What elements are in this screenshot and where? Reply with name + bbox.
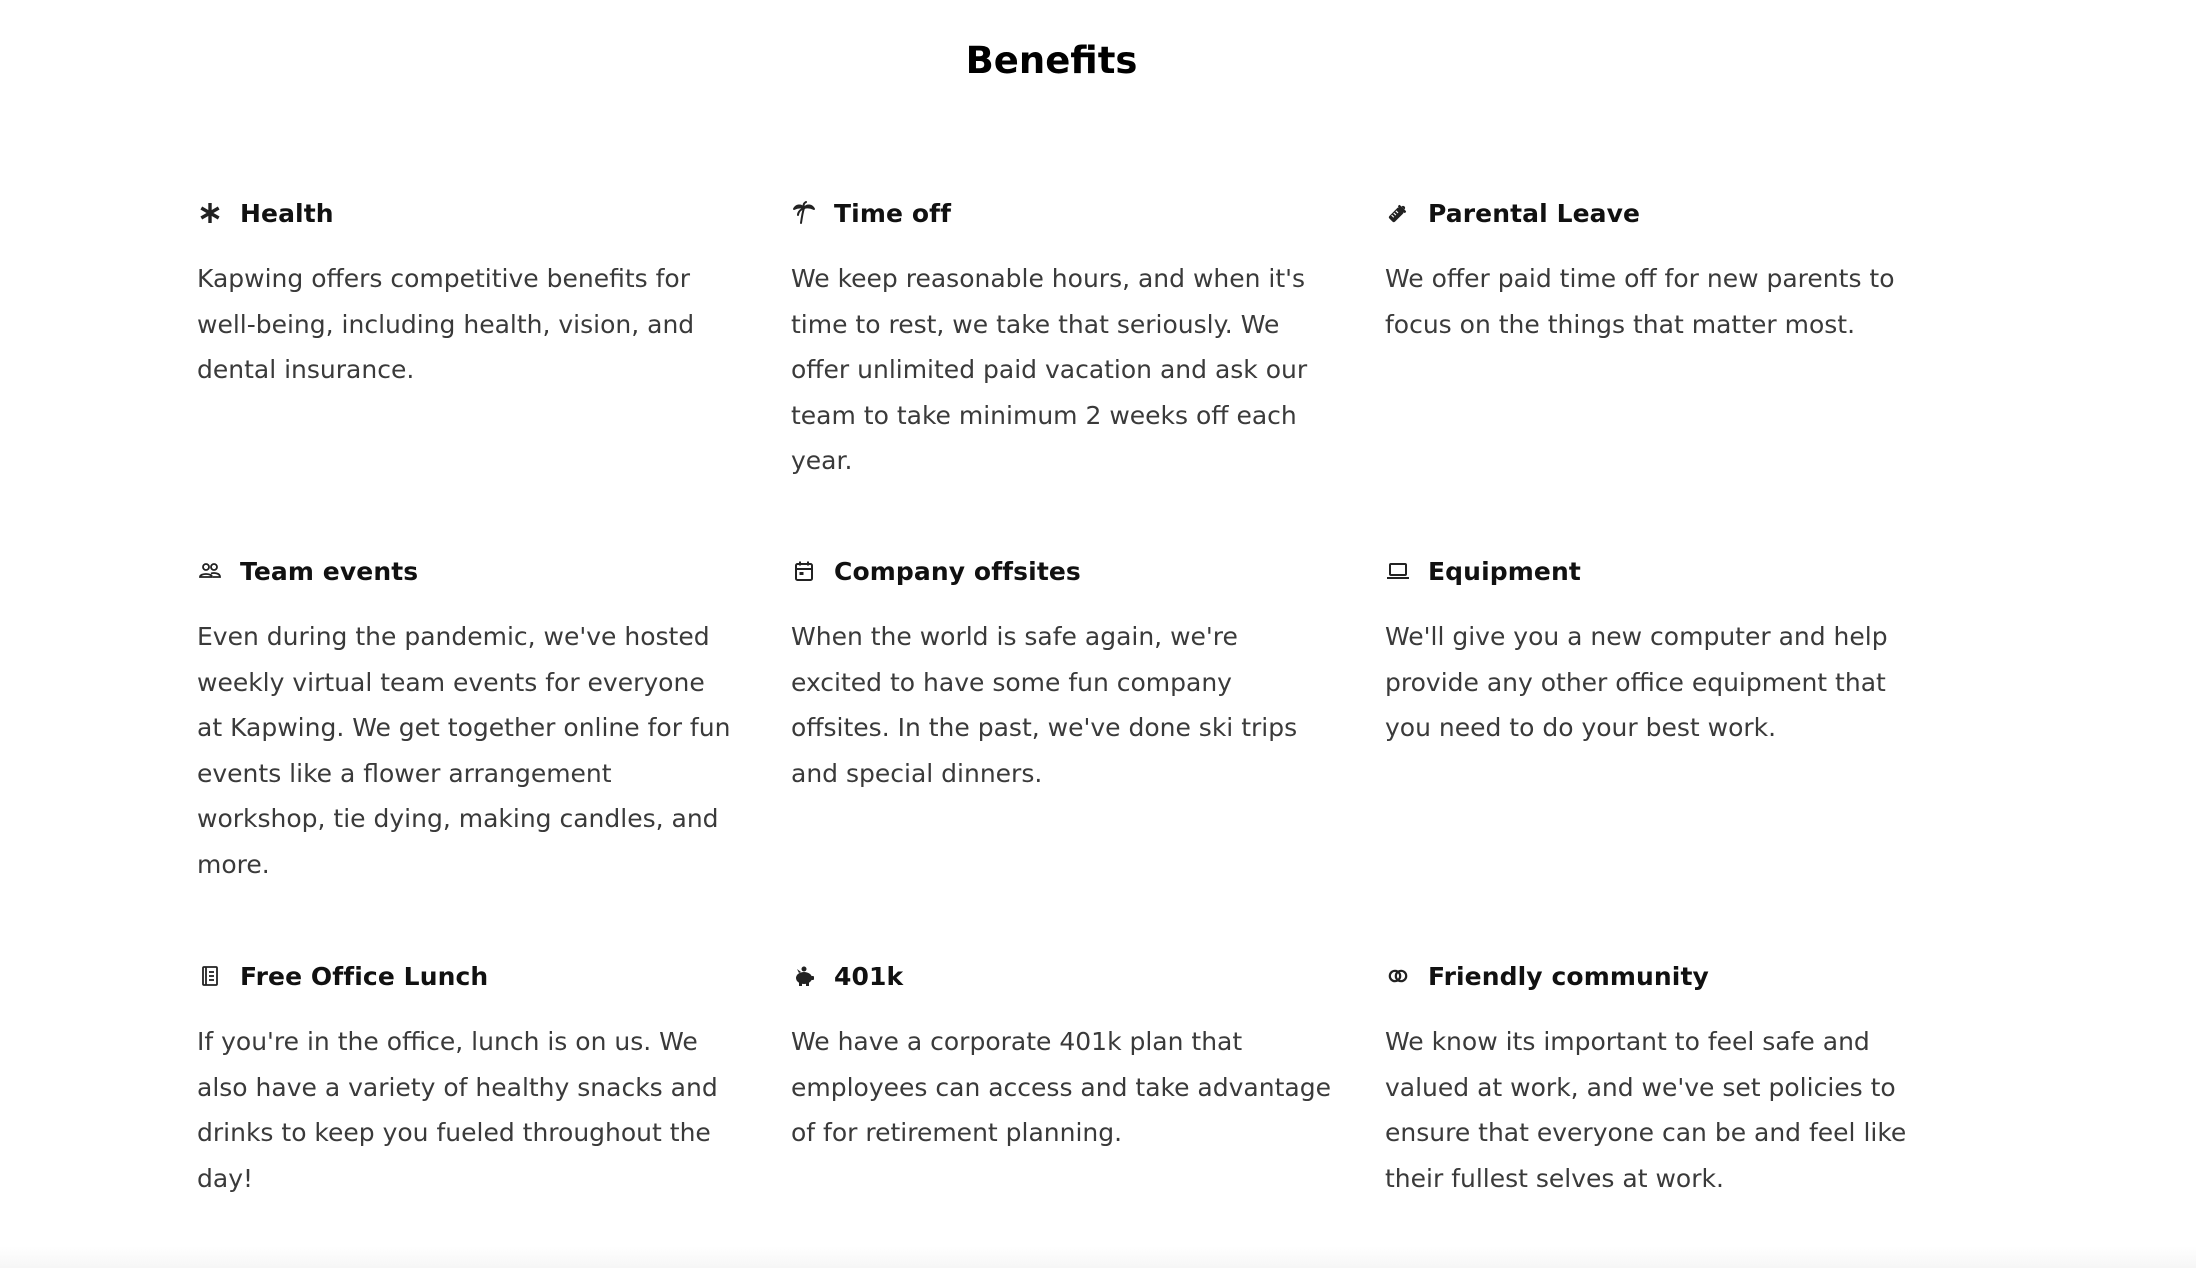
people-icon — [197, 558, 223, 584]
benefit-card-parental-leave — [1385, 190, 1979, 548]
benefit-description: We have a corporate 401k plan that employees can access and take advantage of for retirement planning. — [791, 1027, 1331, 1147]
benefit-card-team-events — [197, 548, 791, 953]
benefit-description: We offer paid time off for new parents to focus on the things that matter most. — [1385, 264, 1895, 339]
benefits-row — [197, 548, 1917, 953]
benefit-description: We'll give you a new computer and help provide any other office equipment that you need to do your best work. — [1385, 622, 1888, 742]
benefit-title: Team events — [240, 556, 419, 586]
benefit-card-header — [1385, 953, 1979, 999]
benefit-title: Friendly community — [1428, 961, 1709, 991]
benefits-row — [197, 190, 1917, 548]
benefit-card-free-office-lunch — [197, 953, 791, 1243]
laptop-icon — [1385, 558, 1411, 584]
benefit-description: We know its important to feel safe and valued at work, and we've set policies to ensure that everyone can be and feel like their fullest selves at work. — [1385, 1027, 1907, 1193]
benefit-card-header — [197, 953, 791, 999]
benefit-card-header — [791, 953, 1385, 999]
benefit-title: Company offsites — [834, 556, 1081, 586]
benefit-card-friendly-community — [1385, 953, 1979, 1243]
benefit-card-equipment — [1385, 548, 1979, 953]
benefit-card-time-off — [791, 190, 1385, 548]
piggy-bank-icon — [791, 963, 817, 989]
benefit-title: Health — [240, 198, 334, 228]
benefit-card-header — [197, 190, 791, 236]
calendar-icon — [791, 558, 817, 584]
benefit-description: When the world is safe again, we're excited to have some fun company offsites. In the past, we've done ski trips and special dinners. — [791, 622, 1298, 788]
page-bottom-shade — [0, 1246, 2196, 1268]
benefit-description: If you're in the office, lunch is on us. We also have a variety of healthy snacks and drinks to keep you fueled throughout the day! — [197, 1027, 718, 1193]
benefit-description: We keep reasonable hours, and when it's time to rest, we take that seriously. We offer unlimited paid vacation and ask our team to take minimum 2 weeks off each year. — [791, 264, 1308, 475]
benefit-title: Equipment — [1428, 556, 1581, 586]
benefit-description: Even during the pandemic, we've hosted weekly virtual team events for everyone at Kapwing. We get together online for fun events like a flower arrangement workshop, tie dying, making candles, and more. — [197, 622, 731, 879]
asterisk-icon — [197, 200, 223, 226]
benefit-card-header — [197, 548, 791, 594]
benefit-description: Kapwing offers competitive benefits for well-being, including health, vision, and dental insurance. — [197, 264, 695, 384]
benefit-card-401k — [791, 953, 1385, 1243]
benefit-card-health — [197, 190, 791, 548]
benefit-title: Free Office Lunch — [240, 961, 489, 991]
linked-rings-icon — [1385, 963, 1411, 989]
benefit-title: Time off — [834, 198, 952, 228]
palm-tree-icon — [791, 200, 817, 226]
benefit-card-header — [791, 190, 1385, 236]
benefit-card-header — [1385, 190, 1979, 236]
benefits-row — [197, 953, 1917, 1243]
menu-book-icon — [197, 963, 223, 989]
benefits-grid — [197, 190, 1917, 1243]
benefit-card-header — [791, 548, 1385, 594]
benefit-card-header — [1385, 548, 1979, 594]
baby-bottle-icon — [1385, 200, 1411, 226]
benefit-title: Parental Leave — [1428, 198, 1641, 228]
benefit-card-company-offsites — [791, 548, 1385, 953]
section-title: Benefits — [965, 39, 1138, 82]
benefit-title: 401k — [834, 961, 904, 991]
